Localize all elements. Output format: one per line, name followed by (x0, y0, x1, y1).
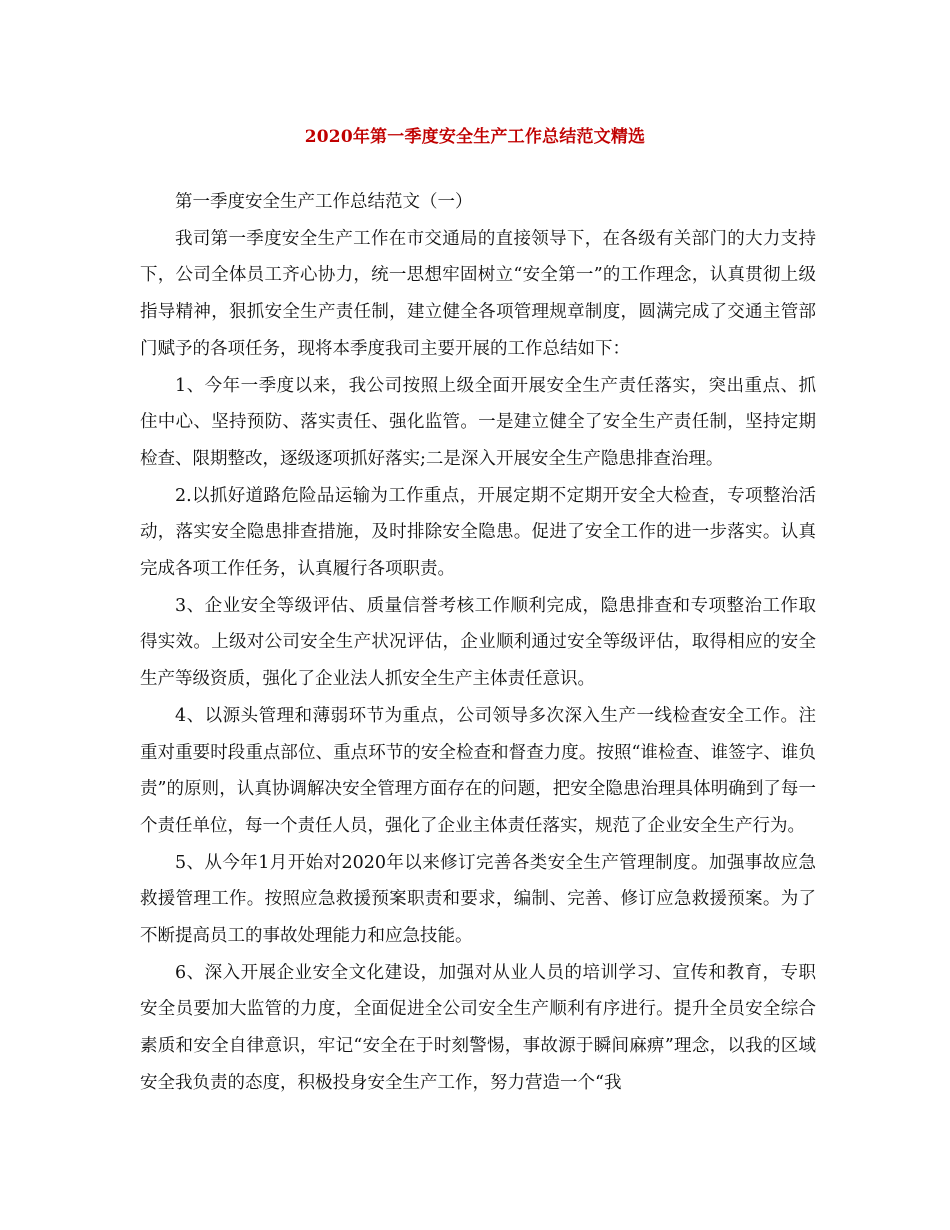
document-title: 2020年第一季度安全生产工作总结范文精选 (304, 127, 646, 147)
body-paragraph-item-3: 3、企业安全等级评估、质量信誉考核工作顺利完成，隐患排查和专项整治工作取得实效。上级对公司安全生产状况评估，企业顺利通过安全等级评估，取得相应的安全生产等级资质，强化了企业法人抓安全生产主体责任意识。 (140, 595, 816, 690)
body-paragraph-item-1: 1、今年一季度以来，我公司按照上级全面开展安全生产责任落实，突出重点、抓住中心、坚持预防、落实责任、强化监管。一是建立健全了安全生产责任制，坚持定期检查、限期整改，逐级逐项抓好落实;二是深入开展安全生产隐患排查治理。 (140, 375, 816, 469)
body-paragraph-item-5: 5、从今年1月开始对2020年以来修订完善各类安全生产管理制度。加强事故应急救援管理工作。按照应急救援预案职责和要求，编制、完善、修订应急救援预案。为了不断提高员工的事故处理能力和应急技能。 (140, 852, 816, 947)
body-paragraph-item-2: 2.以抓好道路危险品运输为工作重点，开展定期不定期开安全大检查，专项整治活动，落实安全隐患排查措施，及时排除安全隐患。促进了安全工作的进一步落实。认真完成各项工作任务，认真履行各项职责。 (140, 485, 816, 580)
body-paragraph-item-4: 4、以源头管理和薄弱环节为重点，公司领导多次深入生产一线检查安全工作。注重对重要时段重点部位、重点环节的安全检查和督查力度。按照“谁检查、谁签字、谁负责”的原则，认真协调解决安全管理方面存在的问题，把安全隐患治理具体明确到了每一个责任单位，每一个责任人员，强化了企业主体责任落实，规范了企业安全生产行为。 (140, 705, 816, 836)
body-paragraph-item-6: 6、深入开展企业安全文化建设，加强对从业人员的培训学习、宣传和教育，专职安全员要加大监管的力度，全面促进全公司安全生产顺利有序进行。提升全员安全综合素质和安全自律意识，牢记“安全在于时刻警惕，事故源于瞬间麻痹”理念，以我的区域安全我负责的态度，积极投身安全生产工作，努力营造一个“我 (140, 962, 816, 1093)
body-paragraph-intro: 我司第一季度安全生产工作在市交通局的直接领导下，在各级有关部门的大力支持下，公司全体员工齐心协力，统一思想牢固树立“安全第一”的工作理念，认真贯彻上级指导精神，狠抓安全生产责任制，建立健全各项管理规章制度，圆满完成了交通主管部门赋予的各项任务，现将本季度我司主要开展的工作总结如下： (140, 228, 816, 359)
section-heading: 第一季度安全生产工作总结范文（一） (175, 192, 473, 212)
document-body (140, 184, 816, 1102)
